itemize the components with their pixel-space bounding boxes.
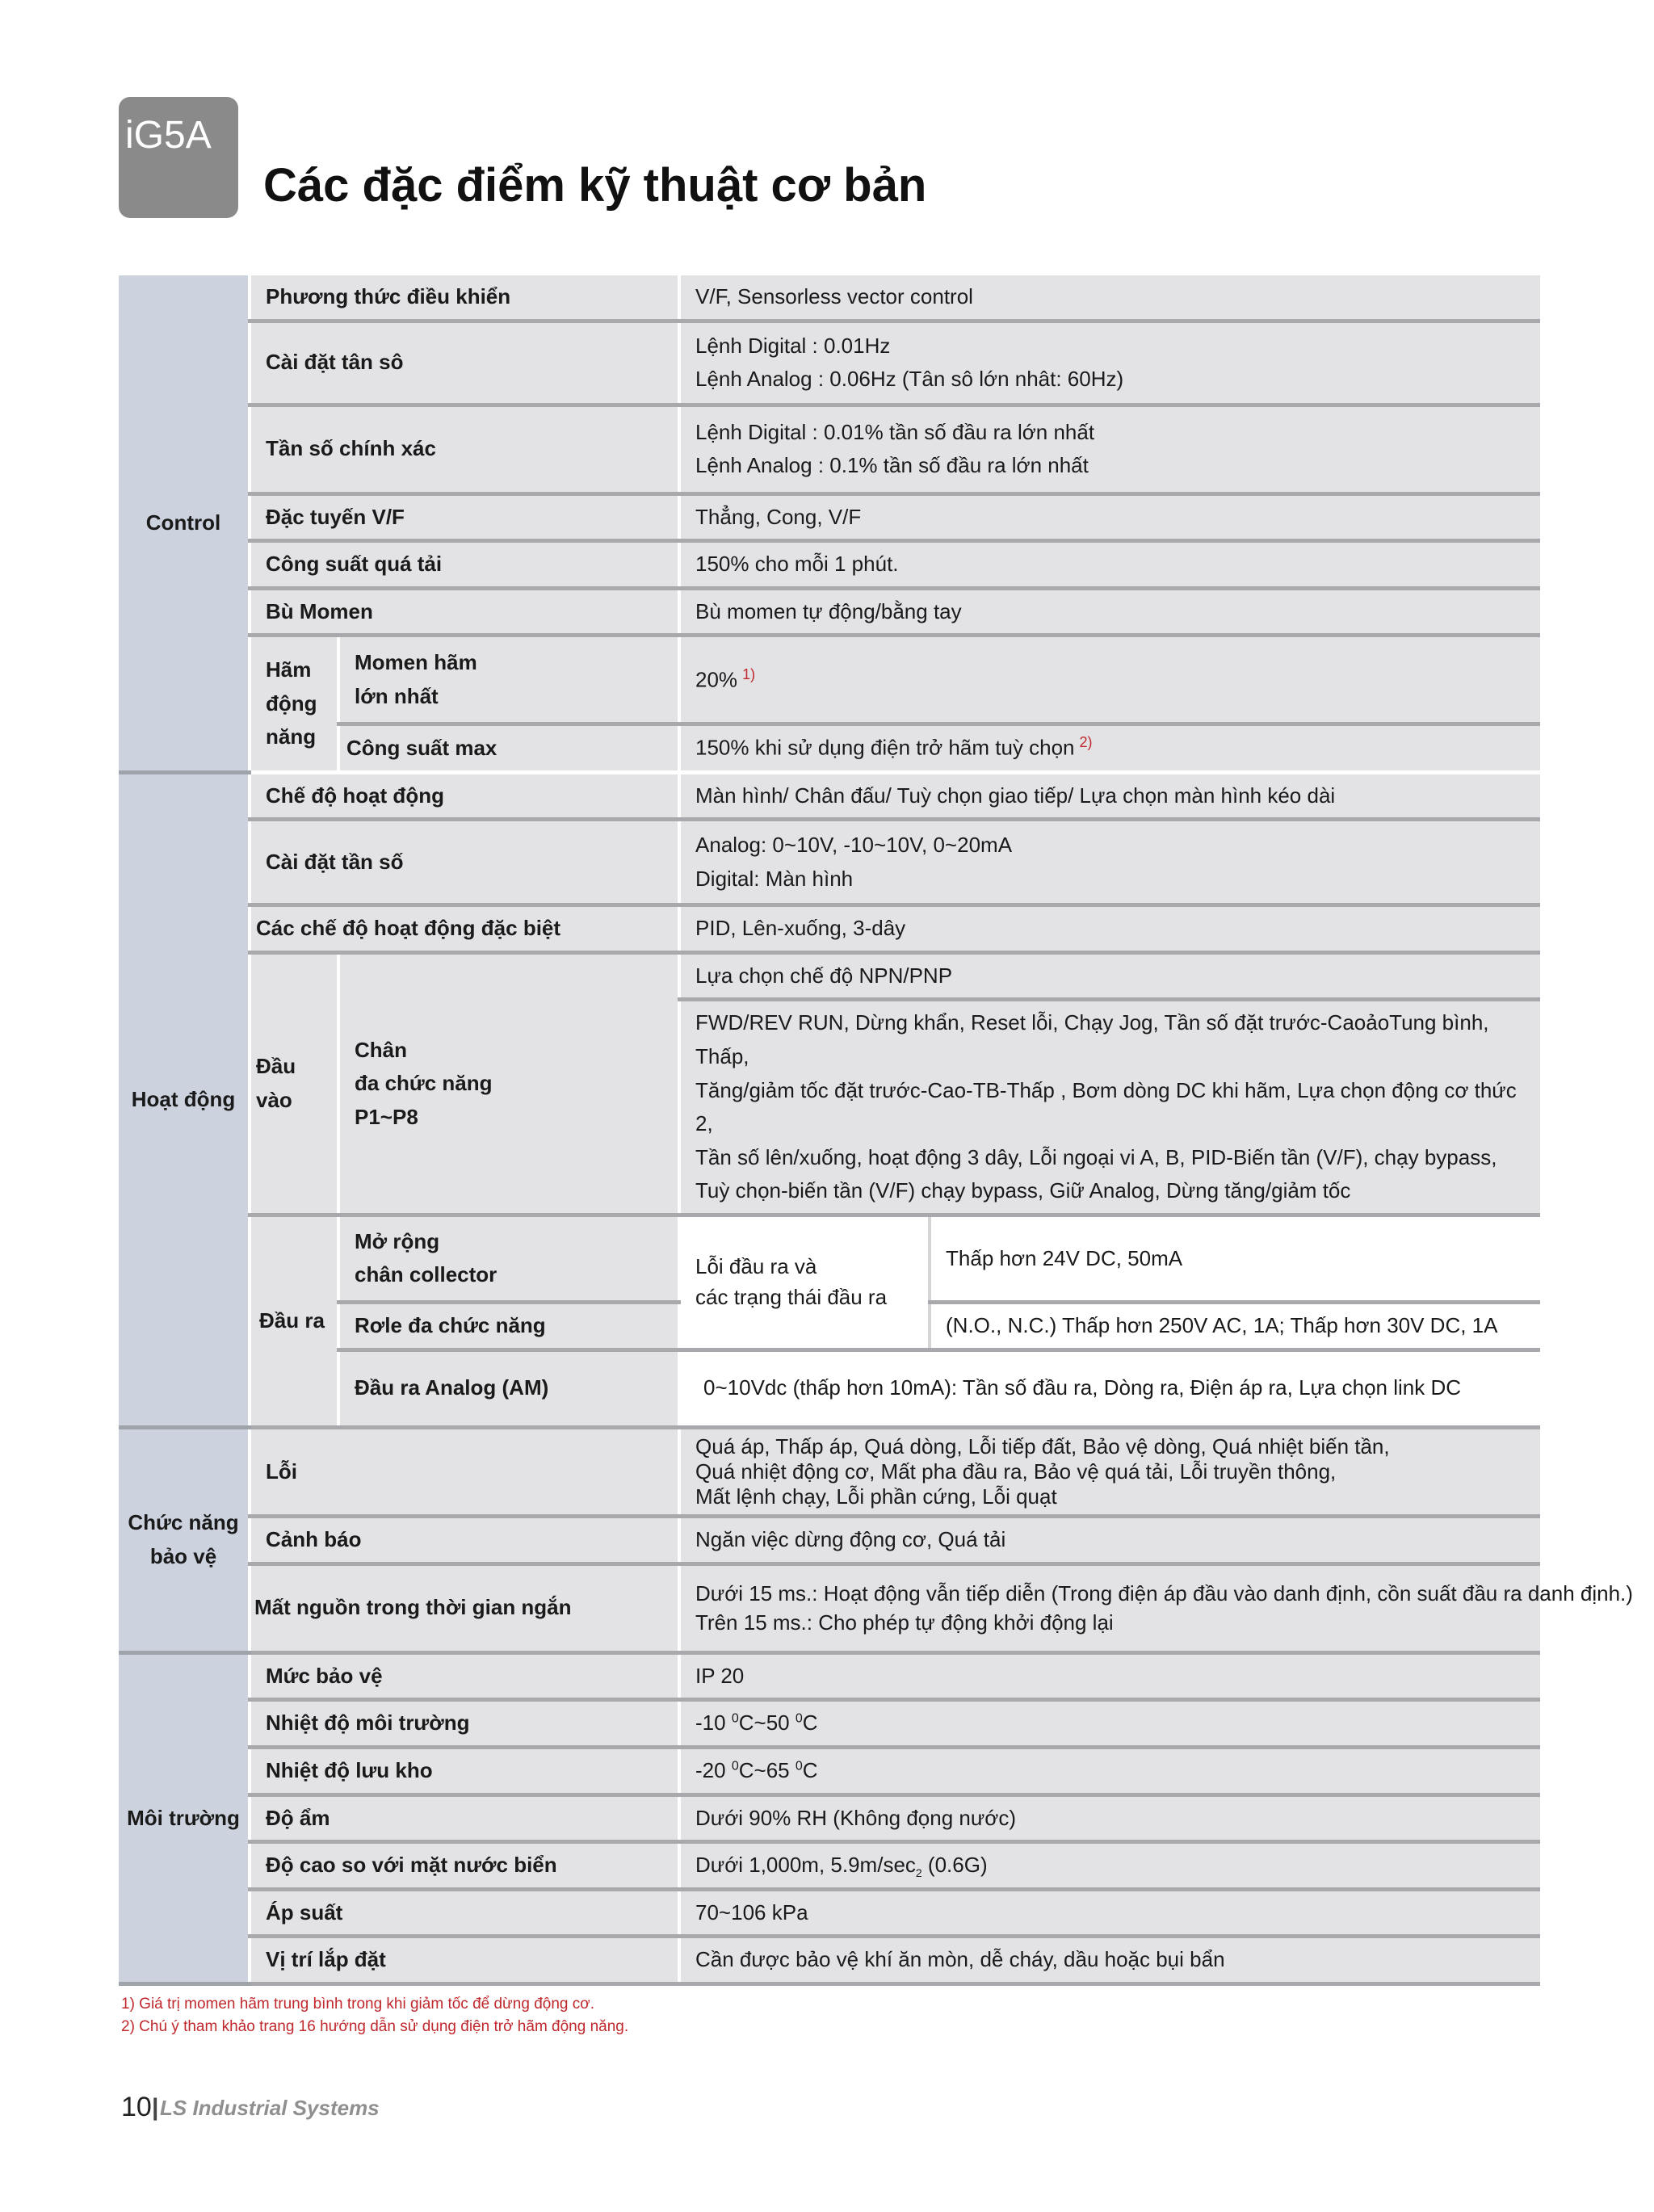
row-value-mid: Lỗi đầu ra và các trạng thái đầu ra bbox=[679, 1215, 930, 1349]
degree-mark: 0 bbox=[795, 1711, 803, 1726]
value-line: Quá áp, Thấp áp, Quá dòng, Lỗi tiếp đất, Bảo vệ dòng, Quá nhiệt biến tần, bbox=[695, 1433, 1390, 1459]
table-row bbox=[119, 1889, 1540, 1937]
group-control: Control bbox=[119, 274, 250, 773]
row-value bbox=[679, 1564, 1633, 1652]
value-line: Dưới 15 ms.: Hoạt động vẫn tiếp diễn (Trong điện áp đầu vào danh định, cồn suất đầu ra danh định.) bbox=[695, 1580, 1633, 1605]
row-label: Vị trí lắp đặt bbox=[250, 1937, 679, 1984]
page-title: Các đặc điểm kỹ thuật cơ bản bbox=[263, 159, 927, 212]
row-value: Ngăn việc dừng động cơ, Quá tải bbox=[679, 1517, 1540, 1564]
row-label: Đầu ra bbox=[250, 1215, 338, 1427]
row-value: Màn hình/ Chân đấu/ Tuỳ chọn giao tiếp/ Lựa chọn màn hình kéo dài bbox=[679, 772, 1540, 820]
footnote-ref: 1) bbox=[742, 665, 756, 682]
row-sublabel: Công suất max bbox=[338, 724, 679, 772]
footnote-1: 1) Giá trị momen hãm trung bình trong khi giảm tốc để dừng động cơ. bbox=[121, 1996, 594, 2013]
value-line: Mất lệnh chạy, Lỗi phần cứng, Lỗi quạt bbox=[695, 1484, 1057, 1509]
row-label: Độ cao so với mặt nước biển bbox=[250, 1842, 679, 1890]
value-text: C~65 bbox=[738, 1757, 796, 1782]
row-value: Cần được bảo vệ khí ăn mòn, dễ cháy, dầu hoặc bụi bẩn bbox=[679, 1937, 1540, 1984]
table-row bbox=[119, 636, 1540, 724]
row-label: Công suất quá tải bbox=[250, 541, 679, 589]
row-value bbox=[679, 724, 1540, 772]
value-line: Lệnh Analog : 0.06Hz (Tân sô lớn nhât: 60Hz) bbox=[695, 367, 1124, 392]
row-value bbox=[679, 1700, 1540, 1748]
table-row bbox=[119, 541, 1540, 589]
row-label: Đặc tuyến V/F bbox=[250, 493, 679, 541]
row-label: Cảnh báo bbox=[250, 1517, 679, 1564]
table-row bbox=[119, 1747, 1540, 1794]
footnote-ref: 2) bbox=[1079, 734, 1093, 751]
row-label: Lỗi bbox=[250, 1427, 679, 1517]
value-line: Tần số lên/xuống, hoạt động 3 dây, Lỗi ngoại vi A, B, PID-Biến tần (V/F), chạy bypass, bbox=[695, 1144, 1497, 1169]
value-text: C~50 bbox=[738, 1710, 796, 1736]
row-label: Các chế độ hoạt động đặc biệt bbox=[250, 905, 679, 953]
row-sublabel: Đầu ra Analog (AM) bbox=[338, 1349, 679, 1427]
row-sublabel: Momen hãm lớn nhất bbox=[338, 636, 679, 724]
row-value: 70~106 kPa bbox=[679, 1889, 1540, 1937]
row-value bbox=[679, 1747, 1540, 1794]
row-label: Mức bảo vệ bbox=[250, 1652, 679, 1700]
table-row bbox=[119, 405, 1540, 493]
row-label: Nhiệt độ môi trường bbox=[250, 1700, 679, 1748]
row-label: Bù Momen bbox=[250, 588, 679, 636]
table-row bbox=[119, 321, 1540, 405]
value-line: Digital: Màn hình bbox=[695, 866, 854, 891]
table-row bbox=[119, 772, 1540, 820]
row-label: Hãm động năng bbox=[250, 636, 338, 772]
row-value: V/F, Sensorless vector control bbox=[679, 274, 1540, 321]
value-line: Lệnh Digital : 0.01% tần số đầu ra lớn nhất bbox=[695, 419, 1095, 444]
value-text: -20 bbox=[695, 1757, 732, 1782]
group-protection: Chức năng bảo vệ bbox=[119, 1427, 250, 1652]
row-value bbox=[679, 321, 1540, 405]
group-operation: Hoạt động bbox=[119, 772, 250, 1427]
value-line: Tuỳ chọn-biến tần (V/F) chạy bypass, Giữ Analog, Dừng tăng/giảm tốc bbox=[695, 1178, 1351, 1203]
table-row bbox=[119, 905, 1540, 953]
row-label: Đầu vào bbox=[250, 952, 338, 1215]
row-value bbox=[679, 1842, 1540, 1890]
row-value: Thấp hơn 24V DC, 50mA bbox=[930, 1215, 1540, 1302]
value-text: 20% bbox=[695, 667, 738, 692]
table-row bbox=[119, 588, 1540, 636]
row-value bbox=[679, 1427, 1540, 1517]
product-badge: iG5A bbox=[119, 97, 238, 218]
row-label: Phương thức điều khiển bbox=[250, 274, 679, 321]
value-line: Trên 15 ms.: Cho phép tự động khởi động lại bbox=[695, 1610, 1114, 1635]
row-value: (N.O., N.C.) Thấp hơn 250V AC, 1A; Thấp hơn 30V DC, 1A bbox=[930, 1302, 1540, 1349]
row-value: PID, Lên-xuống, 3-dây bbox=[679, 905, 1540, 953]
table-row bbox=[119, 1700, 1540, 1748]
value-text: C bbox=[802, 1710, 818, 1736]
subscript: 2 bbox=[915, 1866, 922, 1880]
row-value: Thẳng, Cong, V/F bbox=[679, 493, 1540, 541]
row-value: IP 20 bbox=[679, 1652, 1540, 1700]
degree-mark: 0 bbox=[795, 1759, 803, 1773]
spec-table bbox=[119, 271, 1633, 1986]
row-label: Mất nguồn trong thời gian ngắn bbox=[250, 1564, 679, 1652]
row-value bbox=[679, 405, 1540, 493]
row-label: Cài đặt tân sô bbox=[250, 321, 679, 405]
footnote-2: 2) Chú ý tham khảo trang 16 hướng dẫn sử dụng điện trở hãm động năng. bbox=[121, 2018, 629, 2035]
table-row bbox=[119, 1794, 1540, 1842]
row-label: Nhiệt độ lưu kho bbox=[250, 1747, 679, 1794]
value-line: Lệnh Analog : 0.1% tần số đầu ra lớn nhất bbox=[695, 453, 1089, 478]
row-label: Áp suất bbox=[250, 1889, 679, 1937]
table-row bbox=[119, 820, 1540, 905]
row-value: Lựa chọn chế độ NPN/PNP bbox=[679, 952, 1540, 1000]
value-text: (0.6G) bbox=[921, 1853, 988, 1878]
value-text: -10 bbox=[695, 1710, 732, 1736]
row-sublabel: Rơle đa chức năng bbox=[338, 1302, 679, 1349]
row-label: Chế độ hoạt động bbox=[250, 772, 679, 820]
row-value: 150% cho mỗi 1 phút. bbox=[679, 541, 1540, 589]
group-environment: Môi trường bbox=[119, 1652, 250, 1983]
table-row bbox=[119, 1427, 1540, 1517]
row-value: Dưới 90% RH (Không đọng nước) bbox=[679, 1794, 1540, 1842]
value-text: C bbox=[802, 1757, 818, 1782]
value-line: Analog: 0~10V, -10~10V, 0~20mA bbox=[695, 833, 1013, 858]
value-line: Lệnh Digital : 0.01Hz bbox=[695, 333, 891, 358]
value-text: 150% khi sử dụng điện trở hãm tuỳ chọn bbox=[695, 736, 1075, 761]
table-row bbox=[119, 493, 1540, 541]
value-line: FWD/REV RUN, Dừng khẩn, Reset lỗi, Chạy Jog, Tần số đặt trước-CaoảoTung bình, Thấp, bbox=[695, 1010, 1489, 1068]
row-value: 0~10Vdc (thấp hơn 10mA): Tần số đầu ra, Dòng ra, Điện áp ra, Lựa chọn link DC bbox=[679, 1349, 1540, 1427]
row-label: Tần số chính xác bbox=[250, 405, 679, 493]
row-sublabel: Mở rộng chân collector bbox=[338, 1215, 679, 1302]
row-value: Bù momen tự động/bằng tay bbox=[679, 588, 1540, 636]
table-row bbox=[119, 274, 1540, 321]
value-line: Tăng/giảm tốc đặt trước-Cao-TB-Thấp , Bơm dòng DC khi hãm, Lựa chọn động cơ thức 2, bbox=[695, 1077, 1517, 1136]
degree-mark: 0 bbox=[731, 1711, 739, 1726]
row-label: Cài đặt tần số bbox=[250, 820, 679, 905]
footer-separator: | bbox=[152, 2094, 159, 2121]
table-row bbox=[119, 952, 1540, 1000]
value-text: Dưới 1,000m, 5.9m/sec bbox=[695, 1853, 916, 1878]
row-sublabel: Chân đa chức năng P1~P8 bbox=[338, 952, 679, 1215]
table-row bbox=[119, 1564, 1540, 1652]
row-value bbox=[679, 820, 1540, 905]
value-line: Quá nhiệt động cơ, Mất pha đầu ra, Bảo vệ quá tải, Lỗi truyền thông, bbox=[695, 1459, 1337, 1484]
table-row bbox=[119, 1517, 1540, 1564]
row-value bbox=[679, 1000, 1540, 1215]
table-row bbox=[119, 1842, 1540, 1890]
table-row bbox=[119, 1215, 1540, 1302]
degree-mark: 0 bbox=[731, 1759, 739, 1773]
table-row bbox=[119, 1652, 1540, 1700]
page-number: 10 bbox=[121, 2092, 152, 2122]
brand-logo: LS Industrial Systems bbox=[160, 2096, 380, 2120]
row-value bbox=[679, 636, 1540, 724]
row-label: Độ ẩm bbox=[250, 1794, 679, 1842]
table-row bbox=[119, 1937, 1540, 1984]
